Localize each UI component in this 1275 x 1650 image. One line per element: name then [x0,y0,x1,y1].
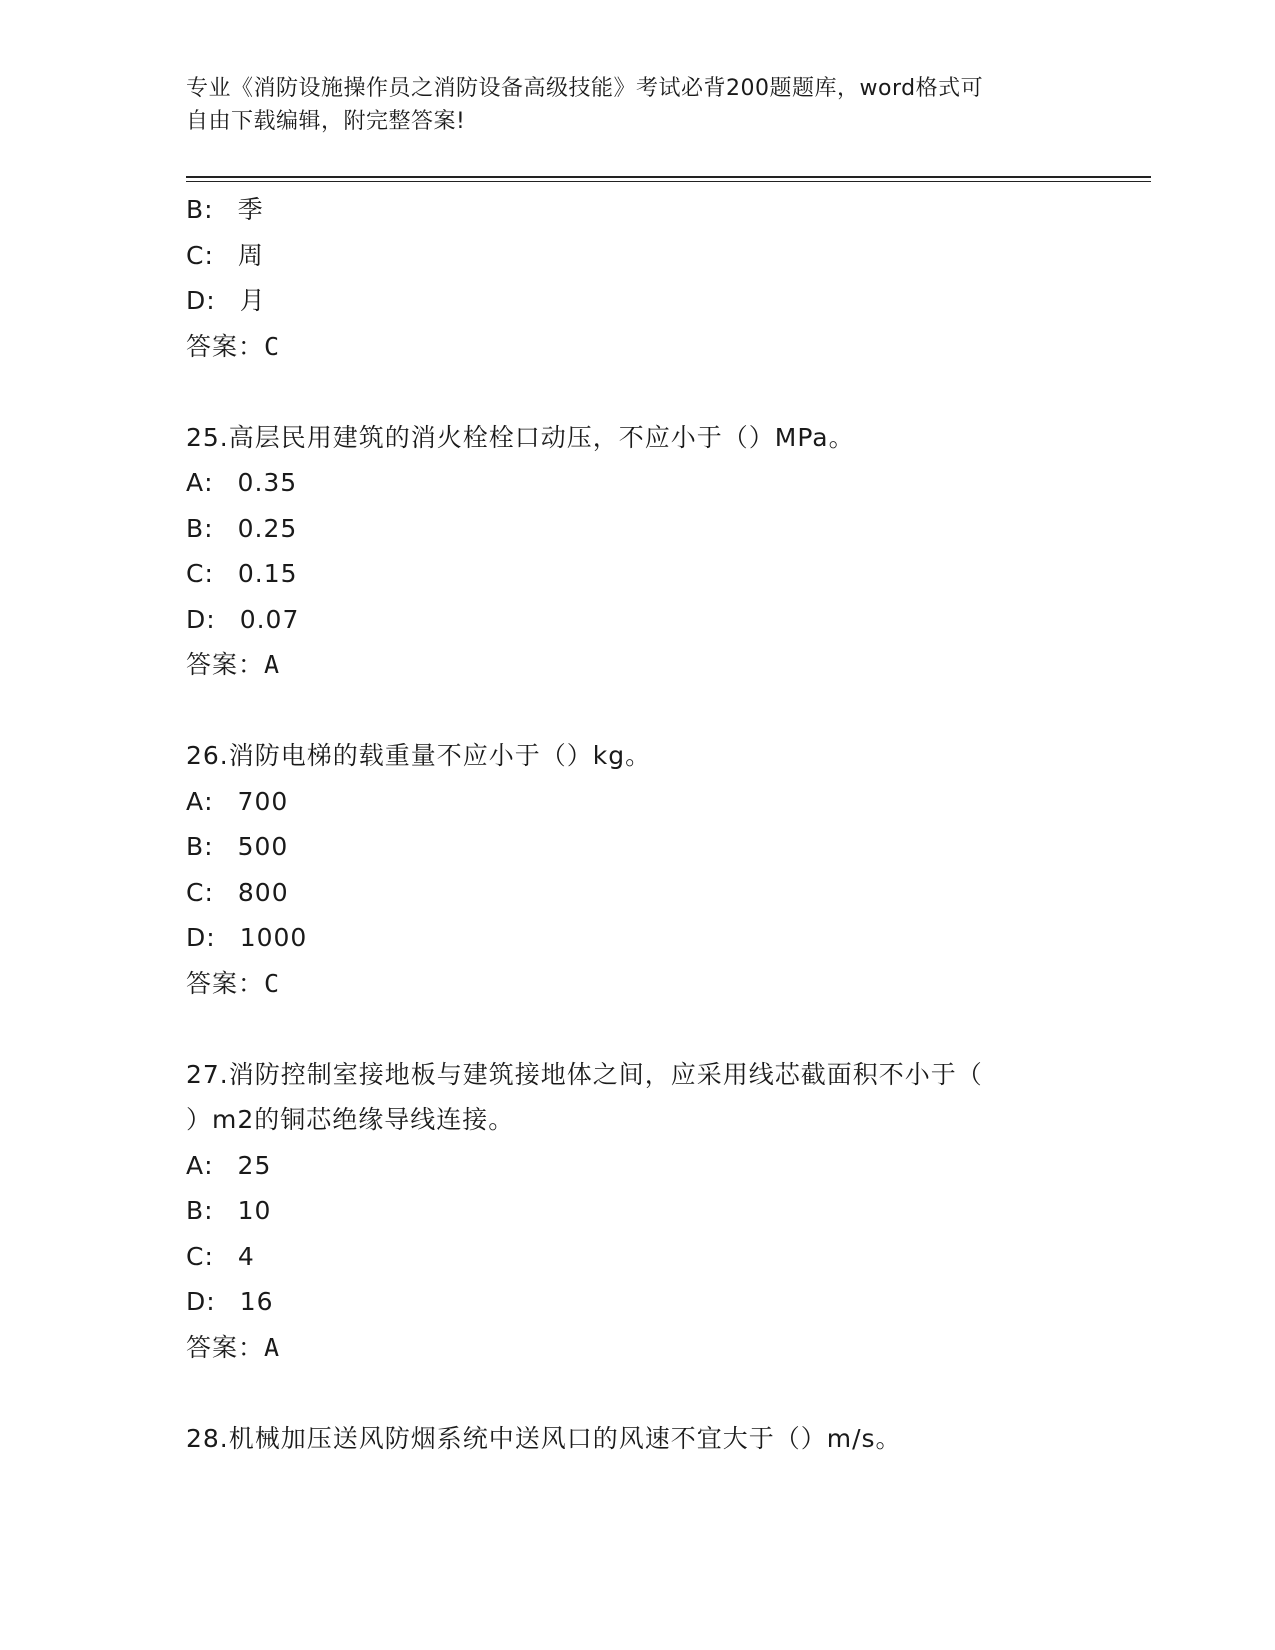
question-stem: 28.机械加压送风防烟系统中送风口的风速不宜大于（）m/s。 [186,1423,902,1453]
answer-line: 答案：C [186,968,281,998]
question-list [186,187,1086,1461]
option-a: A: 0.35 [186,468,298,497]
document-header [186,72,1086,138]
option-c: C: 0.15 [186,559,298,588]
option-c: C: 4 [186,1241,255,1271]
answer-line: 答案：A [186,650,281,679]
question-stem: 25.高层民用建筑的消火栓栓口动压，不应小于（）MPa。 [186,422,855,452]
question-stem: 26.消防电梯的载重量不应小于（）kg。 [186,741,652,770]
option-c: C: 800 [186,877,289,907]
header-line-1: 专业《消防设施操作员之消防设备高级技能》考试必背200题题库，word格式可 [186,76,984,101]
option-a: A: 700 [186,786,289,816]
header-line-2: 自由下载编辑，附完整答案! [186,109,466,134]
option-b: B: 0.25 [186,513,298,543]
option-d: D: 月 [186,286,266,315]
question-stem-line-2: ）m2的铜芯绝缘导线连接。 [186,1105,515,1134]
answer-line: 答案：A [186,1332,281,1362]
header-rule-thick [186,176,1151,178]
option-c: C: 周 [186,240,264,270]
option-b: B: 500 [186,832,289,861]
option-a: A: 25 [186,1150,272,1180]
option-b: B: 季 [186,195,264,224]
question-stem-line-1: 27.消防控制室接地板与建筑接地体之间，应采用线芯截面积不小于（ [186,1059,983,1089]
header-rule-thin [186,181,1151,182]
option-d: D: 16 [186,1287,274,1316]
option-b: B: 10 [186,1196,272,1225]
option-d: D: 1000 [186,923,308,952]
option-d: D: 0.07 [186,604,300,634]
answer-line: 答案：C [186,331,281,361]
